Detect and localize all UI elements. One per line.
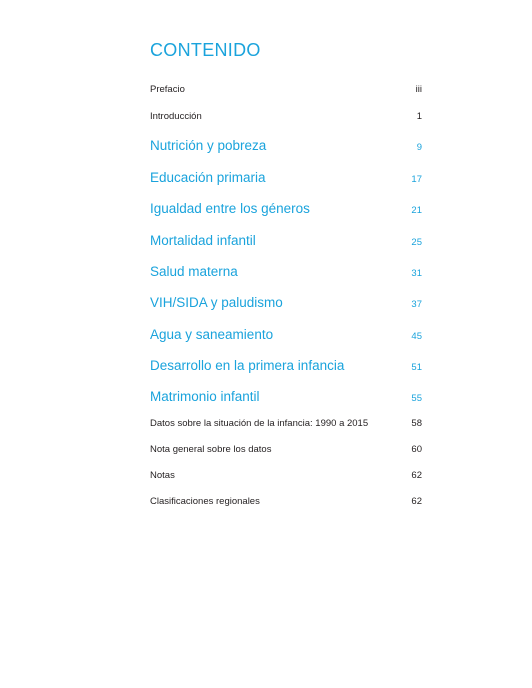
- toc-entry[interactable]: [150, 138, 422, 153]
- toc-entry-page: 37: [411, 299, 422, 310]
- toc-entry[interactable]: [150, 418, 422, 429]
- toc-entry-page: iii: [415, 84, 422, 95]
- toc-entry[interactable]: [150, 444, 422, 455]
- toc-entry-label: Datos sobre la situación de la infancia: 1990 a 2015: [150, 418, 369, 429]
- toc-entry-label: Mortalidad infantil: [150, 233, 256, 248]
- toc-entry[interactable]: [150, 358, 422, 373]
- toc-entry-label: Desarrollo en la primera infancia: [150, 358, 345, 373]
- toc-entry-page: 17: [411, 174, 422, 185]
- toc-entry[interactable]: [150, 233, 422, 248]
- toc-entry-label: VIH/SIDA y paludismo: [150, 295, 283, 310]
- toc-entry-page: 45: [411, 331, 422, 342]
- toc-entry[interactable]: [150, 264, 422, 279]
- toc-entry[interactable]: [150, 327, 422, 342]
- toc-entry-page: 55: [411, 393, 422, 404]
- toc-entry-label: Nota general sobre los datos: [150, 444, 272, 455]
- toc-entry-page: 21: [411, 205, 422, 216]
- toc-entry-label: Clasificaciones regionales: [150, 496, 260, 507]
- toc-entry-page: 31: [411, 268, 422, 279]
- toc-entry-page: 62: [411, 496, 422, 507]
- toc-entry-label: Introducción: [150, 111, 202, 122]
- toc-entry-page: 60: [411, 444, 422, 455]
- toc-entry-label: Igualdad entre los géneros: [150, 201, 310, 216]
- toc-entry-label: Notas: [150, 470, 175, 481]
- toc-entry[interactable]: [150, 389, 422, 404]
- toc-entry-label: Salud materna: [150, 264, 238, 279]
- toc-entry-label: Nutrición y pobreza: [150, 138, 267, 153]
- toc-entry[interactable]: [150, 170, 422, 185]
- page-title: CONTENIDO: [150, 40, 261, 60]
- toc-entry-page: 9: [416, 142, 422, 153]
- toc-entry[interactable]: [150, 201, 422, 216]
- toc-entry-page: 58: [411, 418, 422, 429]
- toc-entry-page: 51: [411, 362, 422, 373]
- toc-entry-label: Agua y saneamiento: [150, 327, 274, 342]
- toc-entry-page: 25: [411, 237, 422, 248]
- toc-entry[interactable]: [150, 111, 422, 122]
- toc-entry-label: Prefacio: [150, 84, 185, 95]
- toc-entry[interactable]: [150, 295, 422, 310]
- toc-entry-label: Matrimonio infantil: [150, 389, 260, 404]
- toc-entry-page: 1: [416, 111, 422, 122]
- toc-entry[interactable]: [150, 470, 422, 481]
- toc-entry[interactable]: [150, 84, 422, 95]
- toc-entry-label: Educación primaria: [150, 170, 266, 185]
- toc-entry-page: 62: [411, 470, 422, 481]
- toc-entry[interactable]: [150, 496, 422, 507]
